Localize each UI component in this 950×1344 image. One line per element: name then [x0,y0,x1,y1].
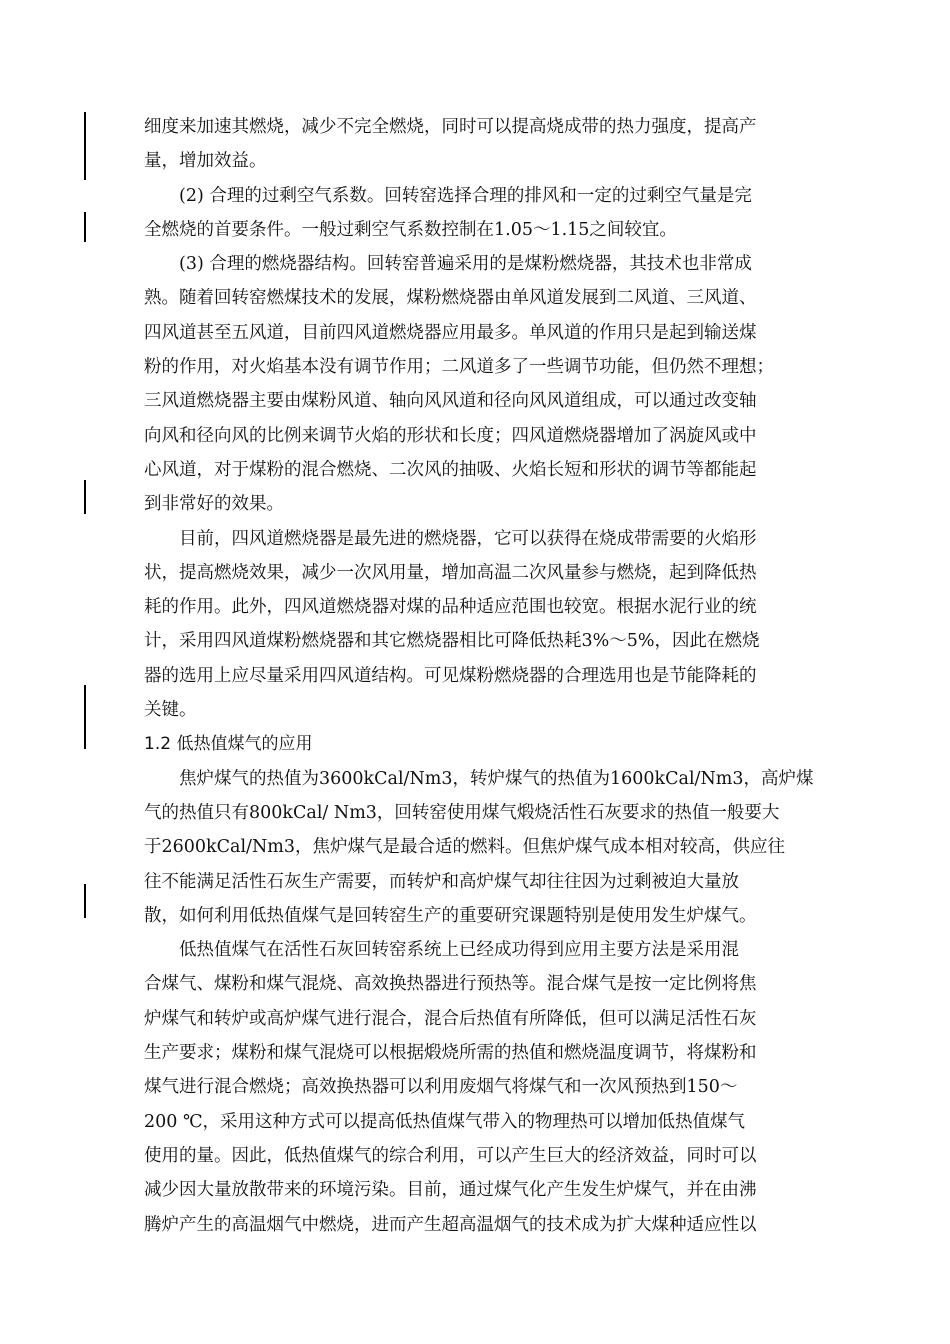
section-heading: 1.2 低热值煤气的应用 [144,734,313,755]
body-text [144,110,812,1242]
text-line: 向风和径向风的比例来调节火焰的形状和长度；四风道燃烧器增加了涡旋风或中 [144,425,757,446]
text-line: 炉煤气和转炉或高炉煤气进行混合，混合后热值有所降低，但可以满足活性石灰 [144,1008,757,1029]
text-line: 200 ℃，采用这种方式可以提高低热值煤气带入的物理热可以增加低热值煤气 [144,1111,746,1132]
text-line: 目前，四风道燃烧器是最先进的燃烧器，它可以获得在烧成带需要的火焰形 [144,528,757,549]
text-line: 量，增加效益。 [144,151,267,172]
text-line: 腾炉产生的高温烟气中燃烧，进而产生超高温烟气的技术成为扩大煤种适应性以 [144,1214,757,1235]
text-line: 计，采用四风道煤粉燃烧器和其它燃烧器相比可降低热耗3%～5%，因此在燃烧 [144,631,760,652]
text-line: (2) 合理的过剩空气系数。回转窑选择合理的排风和一定的过剩空气量是完 [144,185,752,206]
revision-bar [84,112,86,180]
text-line: 合煤气、煤粉和煤气混烧、高效换热器进行预热等。混合煤气是按一定比例将焦 [144,974,757,995]
text-line: 于2600kCal/Nm3，焦炉煤气是最合适的燃料。但焦炉煤气成本相对较高，供应往 [144,837,785,858]
text-line: 煤气进行混合燃烧；高效换热器可以利用废烟气将煤气和一次风预热到150～ [144,1077,738,1098]
text-line: 三风道燃烧器主要由煤粉风道、轴向风风道和径向风风道组成，可以通过改变轴 [144,391,757,412]
text-line: 四风道甚至五风道，目前四风道燃烧器应用最多。单风道的作用只是起到输送煤 [144,322,757,343]
text-line: 焦炉煤气的热值为3600kCal/Nm3，转炉煤气的热值为1600kCal/Nm3，高炉煤 [144,768,814,789]
text-line: 减少因大量放散带来的环境污染。目前，通过煤气化产生发生炉煤气，并在由沸 [144,1180,757,1201]
text-line: 使用的量。因此，低热值煤气的综合利用，可以产生巨大的经济效益，同时可以 [144,1145,757,1166]
text-line: 低热值煤气在活性石灰回转窑系统上已经成功得到应用主要方法是采用混 [144,940,739,961]
text-line: 耗的作用。此外，四风道燃烧器对煤的品种适应范围也较宽。根据水泥行业的统 [144,597,757,618]
text-line: 气的热值只有800kCal/ Nm3，回转窑使用煤气煅烧活性石灰要求的热值一般要大 [144,802,780,823]
revision-bar [84,685,86,749]
text-line: 状，提高燃烧效果，减少一次风用量，增加高温二次风量参与燃烧，起到降低热 [144,562,757,583]
text-line: 往不能满足活性石灰生产需要，而转炉和高炉煤气却往往因为过剩被迫大量放 [144,871,739,892]
text-line: 心风道，对于煤粉的混合燃烧、二次风的抽吸、火焰长短和形状的调节等都能起 [144,459,757,480]
revision-bar [84,884,86,918]
text-line: 到非常好的效果。 [144,494,284,515]
text-line: 器的选用上应尽量采用四风道结构。可见煤粉燃烧器的合理选用也是节能降耗的 [144,665,757,686]
text-line: 散，如何利用低热值煤气是回转窑生产的重要研究课题特别是使用发生炉煤气。 [144,905,757,926]
text-line: 关键。 [144,700,197,721]
text-line: 细度来加速其燃烧，减少不完全燃烧，同时可以提高烧成带的热力强度，提高产 [144,117,757,137]
text-line: (3) 合理的燃烧器结构。回转窑普遍采用的是煤粉燃烧器，其技术也非常成 [144,254,752,275]
revision-bar [84,480,86,514]
text-line: 熟。随着回转窑燃煤技术的发展，煤粉燃烧器由单风道发展到二风道、三风道、 [144,288,757,309]
text-line: 全燃烧的首要条件。一般过剩空气系数控制在1.05～1.15之间较宜。 [144,219,677,240]
text-line: 生产要求；煤粉和煤气混烧可以根据煅烧所需的热值和燃烧温度调节，将煤粉和 [144,1043,757,1064]
revision-bar [84,212,86,242]
text-line: 粉的作用，对火焰基本没有调节作用；二风道多了一些调节功能，但仍然不理想； [144,357,774,378]
